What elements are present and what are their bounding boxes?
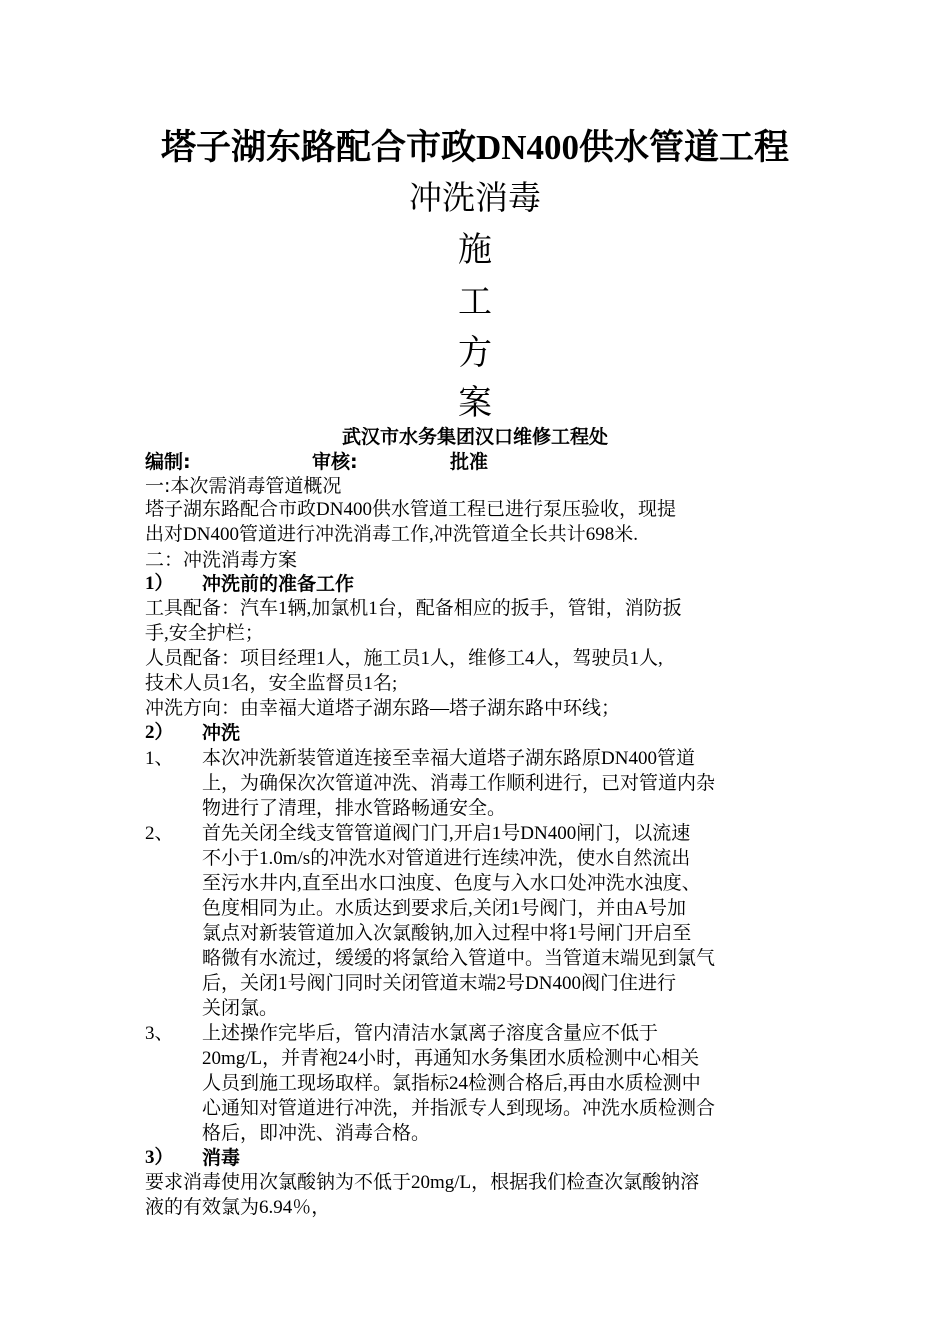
doc-title-vertical-char: 案 [458,383,492,423]
list-item-line: 氯点对新装管道加入次氯酸钠,加入过程中将1号闸门开启至 [202,923,692,944]
list-item-number: 3、 [145,1023,174,1044]
signoff-approve: 批准 [450,451,489,473]
paragraph-line: 工具配备：汽车1辆,加氯机1台，配备相应的扳手，管钳，消防扳 [145,598,682,619]
subsection-number: 2） [145,722,174,743]
signoff-compile: 编制: [145,451,191,473]
list-item-line: 心通知对管道进行冲洗，并指派专人到现场。冲洗水质检测合 [202,1098,716,1119]
paragraph-line: 出对DN400管道进行冲洗消毒工作,冲洗管道全长共计698米. [145,524,638,545]
doc-title-vertical-char: 施 [458,230,492,270]
list-item-line: 后，关闭1号阀门同时关闭管道末端2号DN400阀门住进行 [202,973,676,994]
subsection-heading: 冲洗 [202,722,241,744]
list-item-line: 略微有水流过，缓缓的将氯给入管道中。当管道末端见到氯气 [202,948,716,969]
signoff-review: 审核: [312,451,358,473]
list-item-number: 2、 [145,823,174,844]
list-item-number: 1、 [145,748,174,769]
list-item-line: 物进行了清理，排水管路畅通安全。 [202,798,507,819]
section-heading: 一:本次需消毒管道概况 [145,475,342,497]
list-item-line: 格后，即冲洗、消毒合格。 [202,1123,431,1144]
paragraph-line: 技术人员1名，安全监督员1名; [145,673,398,694]
paragraph-line: 塔子湖东路配合市政DN400供水管道工程已进行泵压验收，现提 [145,499,676,520]
organization-name: 武汉市水务集团汉口维修工程处 [341,426,608,448]
paragraph-line: 冲洗方向：由幸福大道塔子湖东路—塔子湖东路中环线； [145,698,621,719]
list-item-line: 上述操作完毕后，管内清洁水氯离子溶度含量应不低于 [202,1023,659,1044]
list-item-line: 色度相同为止。水质达到要求后,关闭1号阀门，并由A号加 [202,898,686,919]
paragraph-line: 人员配备：项目经理1人，施工员1人，维修工4人，驾驶员1人, [145,648,663,669]
paragraph-line: 液的有效氯为6.94％， [145,1197,331,1218]
doc-title-vertical-char: 工 [458,282,492,322]
list-item-line: 至污水井内,直至出水口浊度、色度与入水口处冲洗水浊度、 [202,873,701,894]
subsection-number: 1） [145,573,174,594]
doc-title-line-2: 冲洗消毒 [409,178,541,217]
list-item-line: 人员到施工现场取样。氯指标24检测合格后,再由水质检测中 [202,1073,701,1094]
subsection-heading: 冲洗前的准备工作 [202,573,355,595]
doc-title-line-1: 塔子湖东路配合市政DN400供水管道工程 [160,128,790,167]
subsection-heading: 消毒 [202,1147,241,1169]
list-item-line: 首先关闭全线支管管道阀门门,开启1号DN400闸门，以流速 [202,823,691,844]
paragraph-line: 要求消毒使用次氯酸钠为不低于20mg/L，根据我们检查次氯酸钠溶 [145,1172,700,1193]
doc-title-vertical-char: 方 [458,333,492,373]
list-item-line: 不小于1.0m/s的冲洗水对管道进行连续冲洗，使水自然流出 [202,848,691,869]
list-item-line: 本次冲洗新装管道连接至幸福大道塔子湖东路原DN400管道 [202,748,695,769]
list-item-line: 上，为确保次次管道冲洗、消毒工作顺利进行，已对管道内杂 [202,773,716,794]
subsection-number: 3） [145,1147,174,1168]
paragraph-line: 手,安全护栏； [145,623,264,644]
list-item-line: 关闭氯。 [202,998,279,1019]
section-heading: 二：冲洗消毒方案 [145,549,298,571]
list-item-line: 20mg/L，并青袍24小时，再通知水务集团水质检测中心相关 [202,1048,700,1069]
